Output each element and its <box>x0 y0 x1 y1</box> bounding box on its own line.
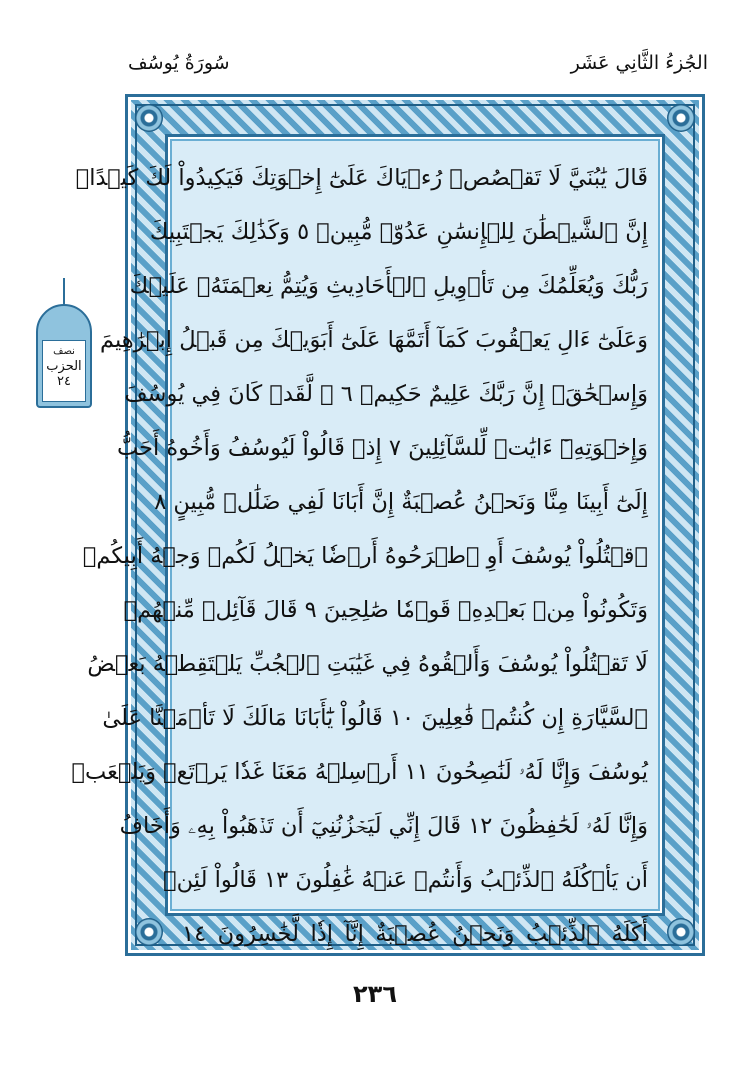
hizb-marker <box>36 278 92 408</box>
verse-line: وَإِنَّا لَهُۥ لَحَٰفِظُونَ ١٢ قَالَ إِنِّي لَيَحۡزُنُنِيٓ أَن تَذۡهَبُواْ بِهِۦ وَأَخَافُ <box>119 813 648 839</box>
hizb-number: ٢٤ <box>57 374 71 389</box>
page-number: ٢٣٦ <box>353 980 397 1008</box>
verse-block <box>71 151 652 961</box>
text-panel <box>71 134 665 947</box>
verse-line: وَإِسۡحَٰقَۚ إِنَّ رَبَّكَ عَلِيمٌ حَكِيمٞ ٦ ۞ لَّقَدۡ كَانَ فِي يُوسُفَ <box>124 381 648 407</box>
page-frame <box>71 94 705 956</box>
verse-line: إِنَّ ٱلشَّيۡطَٰنَ لِلۡإِنسَٰنِ عَدُوّٞ مُّبِينٞ ٥ وَكَذَٰلِكَ يَجۡتَبِيكَ <box>149 219 648 245</box>
corner-ornament-icon <box>135 104 163 132</box>
hizb-stem <box>63 278 65 306</box>
verse-line: ٱلسَّيَّارَةِ إِن كُنتُمۡ فَٰعِلِينَ ١٠ قَالُواْ يَٰٓأَبَانَا مَالَكَ لَا تَأۡمَ۬نَّا عَلَىٰ <box>102 705 648 731</box>
corner-ornament-icon <box>667 918 695 946</box>
verse-line: وَتَكُونُواْ مِنۢ بَعۡدِهِۦ قَوۡمٗا صَٰلِحِينَ ٩ قَالَ قَآئِلٞ مِّنۡهُمۡ <box>123 597 648 623</box>
verse-line: لَا تَقۡتُلُواْ يُوسُفَ وَأَلۡقُوهُ فِي غَيَٰبَتِ ٱلۡجُبِّ يَلۡتَقِطۡهُ بَعۡضُ <box>87 651 648 677</box>
corner-ornament-icon <box>135 918 163 946</box>
verse-line: قَالَ يَٰبُنَيَّ لَا تَقۡصُصۡ رُءۡيَاكَ عَلَىٰٓ إِخۡوَتِكَ فَيَكِيدُواْ لَكَ كَيۡدًاۖ <box>75 165 648 191</box>
hizb-label-box <box>42 340 86 402</box>
verse-line: يُوسُفَ وَإِنَّا لَهُۥ لَنَٰصِحُونَ ١١ أَرۡسِلۡهُ مَعَنَا غَدٗا يَرۡتَعۡ وَيَلۡعَبۡ <box>71 759 648 785</box>
ornamental-border <box>71 100 699 950</box>
verse-line: وَإِخۡوَتِهِۦٓ ءَايَٰتٞ لِّلسَّآئِلِينَ ٧ إِذۡ قَالُواْ لَيُوسُفُ وَأَخُوهُ أَحَبُّ <box>116 435 648 461</box>
verse-line: أَكَلَهُ ٱلذِّئۡبُ وَنَحۡنُ عُصۡبَةٌ إِنَّآ إِذٗا لَّخَٰسِرُونَ ١٤ <box>182 921 648 947</box>
verse-line: ٱقۡتُلُواْ يُوسُفَ أَوِ ٱطۡرَحُوهُ أَرۡضٗا يَخۡلُ لَكُمۡ وَجۡهُ أَبِيكُمۡ <box>82 543 648 569</box>
verse-line: أَن يَأۡكُلَهُ ٱلذِّئۡبُ وَأَنتُمۡ عَنۡهُ غَٰفِلُونَ ١٣ قَالُواْ لَئِنۡ <box>163 867 648 893</box>
surah-title: سُورَةُ يُوسُف <box>128 52 230 74</box>
juz-title: الجُزءُ الثَّانِي عَشَر <box>570 52 708 74</box>
corner-ornament-icon <box>667 104 695 132</box>
hizb-fraction: نصف <box>53 346 75 357</box>
verse-line: إِلَىٰٓ أَبِينَا مِنَّا وَنَحۡنُ عُصۡبَةٌ إِنَّ أَبَانَا لَفِي ضَلَٰلٖ مُّبِينٍ ٨ <box>154 489 648 515</box>
verse-line: وَعَلَىٰٓ ءَالِ يَعۡقُوبَ كَمَآ أَتَمَّهَا عَلَىٰٓ أَبَوَيۡكَ مِن قَبۡلُ إِبۡرَٰهِيمَ <box>100 327 648 353</box>
hizb-label: الحزب <box>46 359 82 374</box>
verse-line: رَبُّكَ وَيُعَلِّمُكَ مِن تَأۡوِيلِ ٱلۡأَحَادِيثِ وَيُتِمُّ نِعۡمَتَهُۥ عَلَيۡكَ <box>129 273 648 299</box>
